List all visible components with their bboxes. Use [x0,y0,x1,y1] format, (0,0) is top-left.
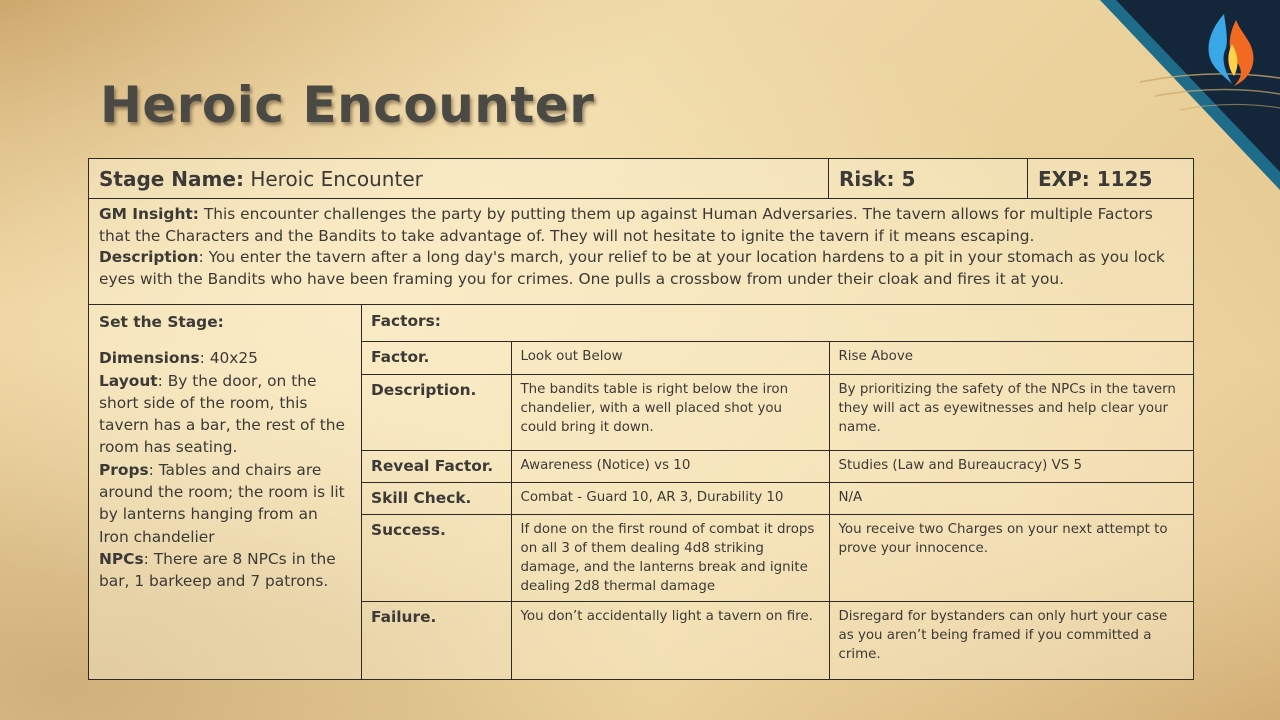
factors-heading: Factors: [362,305,1194,341]
failure-b: Disregard for bystanders can only hurt your case as you aren’t being framed if you committed a crime. [829,601,1194,679]
dimensions-value: : 40x25 [199,349,258,368]
failure-label: Failure. [362,601,511,679]
insight-row [89,199,1194,305]
npcs-label: NPCs [99,549,144,568]
description-label: Description [99,248,199,266]
factor-label: Factor. [362,341,511,374]
success-row [362,514,1194,601]
gm-insight-text: This encounter challenges the party by putting them up against Human Adversaries. The tavern allows for multiple Factors that the Characters and the Bandits to take advantage of. They will not hesitate to ignite the tavern if it means escaping. [99,205,1153,245]
npcs-text [99,548,351,593]
props-text [99,459,351,548]
skill-check-a: Combat - Guard 10, AR 3, Durability 10 [511,482,829,514]
main-row [89,305,1194,680]
set-the-stage-heading: Set the Stage: [99,313,224,331]
page-title: Heroic Encounter [100,76,595,134]
description-row-label: Description. [362,374,511,450]
encounter-table [88,158,1193,680]
insight-cell [89,199,1194,305]
header-row [89,159,1194,199]
reveal-factor-row [362,450,1194,482]
description-text: : You enter the tavern after a long day's march, your relief to be at your location hardens to a pit in your stomach as you lock eyes with the Bandits who have been framing you for crimes. One pulls a crossbow from under their cloak and fires it at you. [99,248,1165,288]
success-b: You receive two Charges on your next attempt to prove your innocence. [829,514,1194,601]
dimensions-label: Dimensions [99,349,200,368]
stage-name-value: Heroic Encounter [250,166,423,191]
reveal-factor-label: Reveal Factor. [362,450,511,482]
layout-value: : By the door, on the short side of the room, this tavern has a bar, the rest of the room has seating. [99,371,346,457]
description-a: The bandits table is right below the iron chandelier, with a well placed shot you could bring it down. [511,374,829,450]
reveal-factor-b: Studies (Law and Bureaucracy) VS 5 [829,450,1194,482]
success-label: Success. [362,514,511,601]
factor-row [362,341,1194,374]
exp-cell: EXP: 1125 [1028,159,1194,199]
factors-table [362,305,1194,679]
layout-text [99,370,351,459]
layout-label: Layout [99,371,158,390]
props-value: : Tables and chairs are around the room; the room is lit by lanterns hanging from an Iron chandelier [99,460,345,546]
factors-cell [362,305,1194,680]
reveal-factor-a: Awareness (Notice) vs 10 [511,450,829,482]
skill-check-b: N/A [829,482,1194,514]
description-b: By prioritizing the safety of the NPCs in the tavern they will act as eyewitnesses and help clear your name. [829,374,1194,450]
gm-insight-label: GM Insight: [99,205,199,223]
set-the-stage-cell [89,305,362,680]
dimensions-text [99,347,351,369]
description-row [362,374,1194,450]
skill-check-row [362,482,1194,514]
factor-a: Look out Below [511,341,829,374]
risk-cell: Risk: 5 [829,159,1028,199]
skill-check-label: Skill Check. [362,482,511,514]
factor-b: Rise Above [829,341,1194,374]
failure-a: You don’t accidentally light a tavern on fire. [511,601,829,679]
success-a: If done on the first round of combat it drops on all 3 of them dealing 4d8 striking damage, and the lanterns break and ignite dealing 2d8 thermal damage [511,514,829,601]
npcs-value: : There are 8 NPCs in the bar, 1 barkeep and 7 patrons. [99,549,336,591]
stage-name-label: Stage Name: [99,166,244,191]
failure-row [362,601,1194,679]
props-label: Props [99,460,149,479]
stage-name-cell [89,159,829,199]
